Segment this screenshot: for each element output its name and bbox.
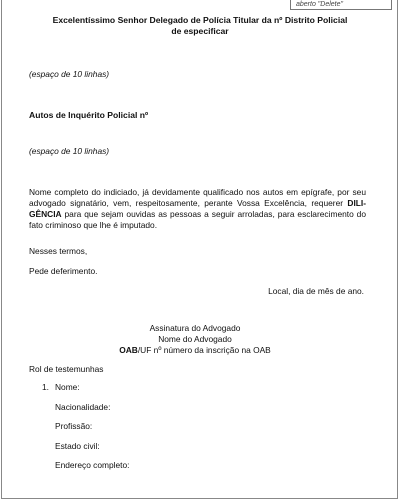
witness-address-field: Endereço completo: — [55, 460, 130, 470]
lawyer-name: Nome do Advogado — [158, 334, 232, 344]
delete-callout: aberto "Delete" — [290, 0, 392, 10]
heading-line-1: Excelentíssimo Senhor Delegado de Polícia Titular da nº Distrito Policial — [52, 15, 348, 25]
petition-text-part-2: para que sejam ouvidas as pessoas a seguir arroladas, para esclarecimento do fato criminoso que lhe é imputado. — [29, 209, 366, 230]
oab-line — [95, 345, 295, 356]
petition-paragraph — [29, 187, 366, 231]
heading-line-2: de especificar — [171, 26, 229, 36]
diligencia-emphasis: DILI-GÊNCIA — [29, 198, 366, 219]
spacing-note-1: (espaço de 10 linhas) — [29, 69, 110, 79]
place-date-line: Local, dia de mês de ano. — [268, 286, 364, 296]
signature-line: Assinatura do Advogado — [149, 323, 241, 333]
witness-nationality-field: Nacionalidade: — [55, 402, 111, 412]
witness-profession-field: Profissão: — [55, 421, 93, 431]
witness-list-title: Rol de testemunhas — [29, 364, 104, 374]
document-heading — [50, 15, 350, 37]
witness-name-field: Nome: — [55, 382, 80, 392]
oab-label: OAB — [119, 345, 138, 355]
spacing-note-2: (espaço de 10 linhas) — [29, 146, 110, 156]
witness-marital-status-field: Estado civil: — [55, 441, 100, 451]
closing-request: Pede deferimento. — [29, 266, 98, 276]
signature-block — [95, 323, 295, 356]
oab-number: /UF nº número da inscrição na OAB — [137, 345, 271, 355]
petition-text-part-1: Nome completo do indiciado, já devidamente qualificado nos autos em epígrafe, por seu advogado signatário, vem, respeitosamente, perante Vossa Excelência, requerer — [29, 187, 366, 208]
witness-number: 1. — [42, 382, 49, 392]
autos-title: Autos de Inquérito Policial nº — [29, 110, 149, 120]
closing-terms: Nesses termos, — [29, 246, 88, 256]
